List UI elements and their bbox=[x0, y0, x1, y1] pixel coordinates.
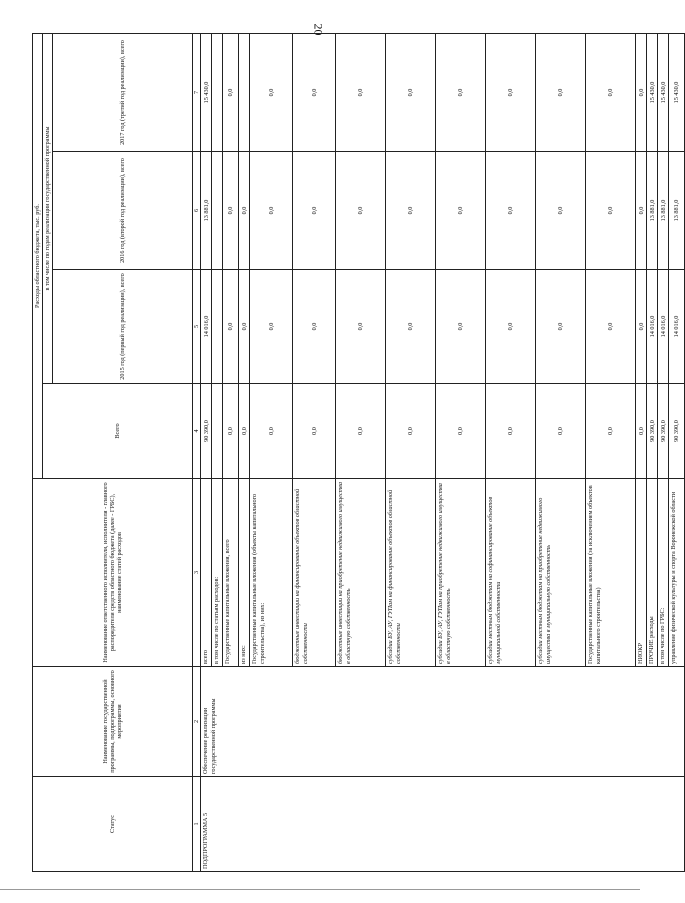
table-row bbox=[201, 34, 212, 872]
row-2017: 15 430,0 bbox=[647, 34, 658, 152]
row-label: управление физической культуры и спорта Воронежской области bbox=[669, 479, 685, 667]
row-label: Государственные капитальные вложения (объекты капитального строительства), из них: bbox=[250, 479, 293, 667]
row-label: ПРОЧИЕ расходы bbox=[647, 479, 658, 667]
row-2015: 14 016,0 bbox=[658, 270, 669, 384]
row-2016: 0,0 bbox=[436, 152, 486, 270]
row-label: Государственные капитальные вложения, всего bbox=[223, 479, 239, 667]
row-2015: 0,0 bbox=[223, 270, 239, 384]
row-2017: 15 430,0 bbox=[669, 34, 685, 152]
row-2016: 0,0 bbox=[486, 152, 536, 270]
header-2017: 2017 год (третий год реализации), всего bbox=[53, 34, 193, 152]
row-total bbox=[212, 384, 223, 479]
col-number: 1 bbox=[193, 777, 201, 872]
row-2017: 0,0 bbox=[223, 34, 239, 152]
row-2016: 13 881,0 bbox=[201, 152, 212, 270]
row-2016: 13 881,0 bbox=[647, 152, 658, 270]
col-number: 7 bbox=[193, 34, 201, 152]
row-label: всего bbox=[201, 479, 212, 667]
row-2015: 14 016,0 bbox=[669, 270, 685, 384]
row-total: 0,0 bbox=[223, 384, 239, 479]
row-total: 0,0 bbox=[336, 384, 386, 479]
header-2015: 2015 год (первый год реализации), всего bbox=[53, 270, 193, 384]
row-label: НИОКР bbox=[636, 479, 647, 667]
row-2015: 14 016,0 bbox=[647, 270, 658, 384]
row-2017: 0,0 bbox=[336, 34, 386, 152]
row-2017 bbox=[239, 34, 250, 152]
row-2015: 0,0 bbox=[436, 270, 486, 384]
row-2016: 0,0 bbox=[536, 152, 586, 270]
row-2016: 0,0 bbox=[250, 152, 293, 270]
col-number: 3 bbox=[193, 479, 201, 667]
row-2016: 0,0 bbox=[239, 152, 250, 270]
rotated-table-page bbox=[32, 34, 681, 872]
row-2016: 0,0 bbox=[293, 152, 336, 270]
row-2017: 0,0 bbox=[386, 34, 436, 152]
row-label: субсидии местным бюджетам на приобретение недвижимого имущества в муниципальную собственность bbox=[536, 479, 586, 667]
row-2016 bbox=[212, 152, 223, 270]
row-label: бюджетные инвестиции на финансирование объектов областной собственности bbox=[293, 479, 336, 667]
row-2017: 0,0 bbox=[636, 34, 647, 152]
row-2015: 0,0 bbox=[293, 270, 336, 384]
col-number: 2 bbox=[193, 667, 201, 777]
row-2015: 0,0 bbox=[536, 270, 586, 384]
status-cell: ПОДПРОГРАММА 5 bbox=[201, 777, 685, 872]
row-2016: 0,0 bbox=[586, 152, 636, 270]
row-total: 90 390,0 bbox=[201, 384, 212, 479]
header-expenses: Расходы областного бюджета, тыс. руб. bbox=[33, 34, 43, 479]
row-label: в том числе по статьям расходов: bbox=[212, 479, 223, 667]
row-2017: 0,0 bbox=[586, 34, 636, 152]
col-number: 4 bbox=[193, 384, 201, 479]
row-2016: 13 881,0 bbox=[658, 152, 669, 270]
row-2016: 0,0 bbox=[336, 152, 386, 270]
header-2016: 2016 год (второй год реализации), всего bbox=[53, 152, 193, 270]
row-2017: 0,0 bbox=[250, 34, 293, 152]
row-2015: 0,0 bbox=[250, 270, 293, 384]
row-label: бюджетные инвестиции на приобретение недвижимого имущества в областную собственность bbox=[336, 479, 386, 667]
row-total: 0,0 bbox=[586, 384, 636, 479]
row-label: в том числе по ГРБС: bbox=[658, 479, 669, 667]
bottom-divider bbox=[0, 889, 640, 890]
row-2015: 0,0 bbox=[486, 270, 536, 384]
row-2015: 0,0 bbox=[636, 270, 647, 384]
header-total: Всего bbox=[43, 384, 193, 479]
row-2017: 0,0 bbox=[486, 34, 536, 152]
page-number: 20 bbox=[311, 23, 326, 36]
row-label: из них: bbox=[239, 479, 250, 667]
row-2015: 0,0 bbox=[386, 270, 436, 384]
row-label: субсидии БУ, АУ, ГУПам на финансирование объектов областной собственности bbox=[386, 479, 436, 667]
row-total: 0,0 bbox=[250, 384, 293, 479]
row-2015: 0,0 bbox=[239, 270, 250, 384]
row-total: 0,0 bbox=[486, 384, 536, 479]
row-2015: 0,0 bbox=[586, 270, 636, 384]
program-name-cell: Обеспечение реализации государственной программы bbox=[201, 667, 685, 777]
row-2016: 13 881,0 bbox=[669, 152, 685, 270]
row-2015: 14 016,0 bbox=[201, 270, 212, 384]
row-total: 90 390,0 bbox=[647, 384, 658, 479]
budget-table bbox=[32, 33, 685, 872]
row-total: 0,0 bbox=[293, 384, 336, 479]
row-total: 0,0 bbox=[386, 384, 436, 479]
row-total: 0,0 bbox=[436, 384, 486, 479]
row-2017: 15 430,0 bbox=[201, 34, 212, 152]
header-executor: Наименование ответственного исполнителя, исполнителя - главного распорядителя средств областного бюджета (далее - ГРБС), наименование статей расходов bbox=[33, 479, 193, 667]
header-by-years: в том числе по годам реализации государственной программы bbox=[43, 34, 53, 384]
column-number-row bbox=[193, 34, 201, 872]
col-number: 6 bbox=[193, 152, 201, 270]
row-2016: 0,0 bbox=[636, 152, 647, 270]
row-2017: 0,0 bbox=[293, 34, 336, 152]
row-2017: 15 430,0 bbox=[658, 34, 669, 152]
row-2015: 0,0 bbox=[336, 270, 386, 384]
row-label: субсидии БУ, АУ, ГУПам на приобретение недвижимого имущества в областную собственность bbox=[436, 479, 486, 667]
row-total: 90 390,0 bbox=[669, 384, 685, 479]
row-2017: 0,0 bbox=[536, 34, 586, 152]
row-total: 0,0 bbox=[636, 384, 647, 479]
row-total: 0,0 bbox=[239, 384, 250, 479]
row-2017: 0,0 bbox=[436, 34, 486, 152]
row-2016: 0,0 bbox=[386, 152, 436, 270]
row-label: Государственные капитальные вложения (за исключением объектов капитального строительства) bbox=[586, 479, 636, 667]
row-total: 90 390,0 bbox=[658, 384, 669, 479]
header-status: Статус bbox=[33, 777, 193, 872]
col-number: 5 bbox=[193, 270, 201, 384]
row-2015 bbox=[212, 270, 223, 384]
row-2016: 0,0 bbox=[223, 152, 239, 270]
row-2017 bbox=[212, 34, 223, 152]
row-total: 0,0 bbox=[536, 384, 586, 479]
row-label: субсидии местным бюджетам на софинансирование объектов муниципальной собственности bbox=[486, 479, 536, 667]
header-name: Наименование государственной программы, подпрограммы, основного мероприятия bbox=[33, 667, 193, 777]
